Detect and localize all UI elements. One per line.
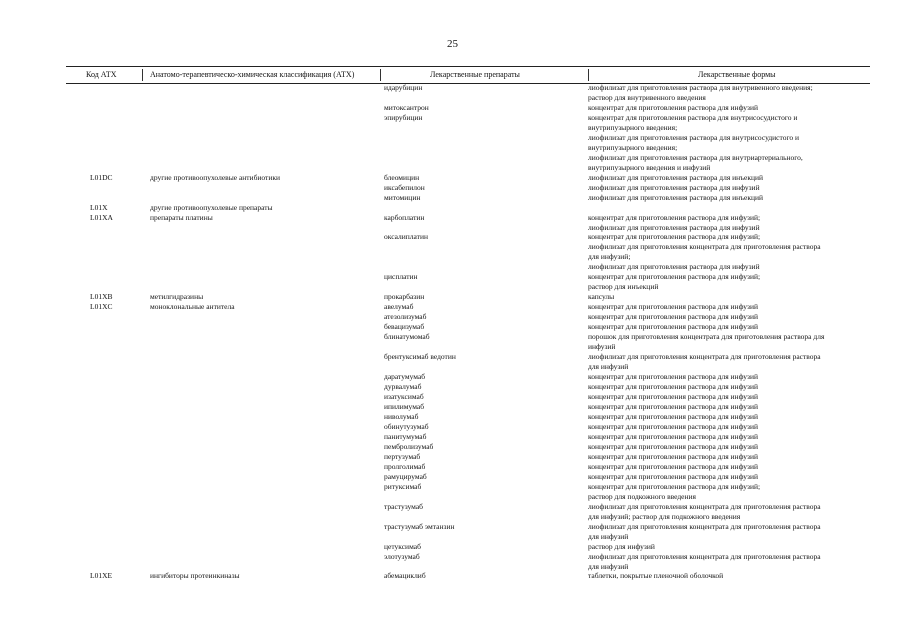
dosage-form: концентрат для приготовления раствора для инфузий; bbox=[588, 272, 761, 281]
dosage-form: внутрипузырного введения и инфузий bbox=[588, 163, 711, 172]
header-drugs: Лекарственные препараты bbox=[430, 70, 520, 79]
header-code: Код АТХ bbox=[86, 70, 117, 79]
drug-name: карбоплатин bbox=[384, 213, 425, 222]
header-divider bbox=[380, 69, 381, 81]
dosage-form: внутрипузырного введения; bbox=[588, 143, 678, 152]
dosage-form: лиофилизат для приготовления концентрата для приготовления раствора bbox=[588, 352, 821, 361]
atc-code: L01XB bbox=[90, 292, 113, 301]
header-divider bbox=[588, 69, 589, 81]
atc-classification: ингибиторы протеинкиназы bbox=[150, 571, 240, 580]
dosage-form: концентрат для приготовления раствора для инфузий bbox=[588, 103, 758, 112]
atc-code: L01XC bbox=[90, 302, 113, 311]
dosage-form: лиофилизат для приготовления концентрата для приготовления раствора bbox=[588, 552, 821, 561]
atc-classification: метилгидразины bbox=[150, 292, 204, 301]
dosage-form: концентрат для приготовления раствора для инфузий bbox=[588, 372, 758, 381]
drug-name: иксабепилон bbox=[384, 183, 425, 192]
dosage-form: концентрат для приготовления раствора для инфузий bbox=[588, 432, 758, 441]
drug-name: атезолизумаб bbox=[384, 312, 427, 321]
header-forms: Лекарственные формы bbox=[698, 70, 776, 79]
atc-classification: другие противоопухолевые антибиотики bbox=[150, 173, 281, 182]
dosage-form: лиофилизат для приготовления раствора для внутривенного введения; bbox=[588, 83, 813, 92]
drug-name: митоксантрон bbox=[384, 103, 429, 112]
dosage-form: лиофилизат для приготовления раствора для внутриартериального, bbox=[588, 153, 803, 162]
dosage-form: лиофилизат для приготовления раствора для инфузий bbox=[588, 223, 760, 232]
drug-name: ипилимумаб bbox=[384, 402, 425, 411]
drug-name: оксалиплатин bbox=[384, 232, 428, 241]
dosage-form: концентрат для приготовления раствора для инфузий bbox=[588, 422, 758, 431]
dosage-form: концентрат для приготовления раствора для инфузий bbox=[588, 412, 758, 421]
dosage-form: внутрипузырного введения; bbox=[588, 123, 678, 132]
drug-name: пролголимаб bbox=[384, 462, 426, 471]
dosage-form: концентрат для приготовления раствора для инфузий bbox=[588, 442, 758, 451]
dosage-form: концентрат для приготовления раствора для внутрисосудистого и bbox=[588, 113, 798, 122]
dosage-form: лиофилизат для приготовления раствора для инфузий bbox=[588, 262, 760, 271]
drug-name: митомицин bbox=[384, 193, 421, 202]
drug-name: рамуцирумаб bbox=[384, 472, 427, 481]
page-number: 25 bbox=[447, 38, 458, 50]
drug-name: брентуксимаб ведотин bbox=[384, 352, 456, 361]
drug-name: эпирубицин bbox=[384, 113, 423, 122]
drug-name: даратумумаб bbox=[384, 372, 426, 381]
dosage-form: концентрат для приготовления раствора для инфузий bbox=[588, 322, 758, 331]
dosage-form: для инфузий bbox=[588, 532, 629, 541]
dosage-form: раствор для инъекций bbox=[588, 282, 659, 291]
dosage-form: концентрат для приготовления раствора для инфузий; bbox=[588, 213, 761, 222]
dosage-form: концентрат для приготовления раствора для инфузий; bbox=[588, 232, 761, 241]
dosage-form: лиофилизат для приготовления концентрата для приготовления раствора bbox=[588, 502, 821, 511]
drug-name: трастузумаб bbox=[384, 502, 424, 511]
dosage-form: для инфузий bbox=[588, 362, 629, 371]
dosage-form: концентрат для приготовления раствора для инфузий bbox=[588, 402, 758, 411]
dosage-form: концентрат для приготовления раствора для инфузий; bbox=[588, 482, 761, 491]
dosage-form: порошок для приготовления концентрата для приготовления раствора для bbox=[588, 332, 825, 341]
drug-name: абемациклиб bbox=[384, 571, 426, 580]
drug-name: прокарбазин bbox=[384, 292, 425, 301]
dosage-form: для инфузий bbox=[588, 562, 629, 571]
drug-name: цисплатин bbox=[384, 272, 418, 281]
drug-name: ритуксимаб bbox=[384, 482, 422, 491]
dosage-form: концентрат для приготовления раствора для инфузий bbox=[588, 302, 758, 311]
drug-name: пембролизумаб bbox=[384, 442, 434, 451]
header-classification: Анатомо-терапевтическо-химическая классификация (АТХ) bbox=[150, 70, 355, 79]
drug-name: блеомицин bbox=[384, 173, 420, 182]
atc-classification: другие противоопухолевые препараты bbox=[150, 203, 273, 212]
drug-name: пертузумаб bbox=[384, 452, 421, 461]
drug-name: бевацизумаб bbox=[384, 322, 425, 331]
drug-name: трастузумаб эмтанзин bbox=[384, 522, 455, 531]
dosage-form: для инфузий; раствор для подкожного введения bbox=[588, 512, 741, 521]
atc-code: L01DC bbox=[90, 173, 113, 182]
dosage-form: раствор для подкожного введения bbox=[588, 492, 696, 501]
dosage-form: раствор для внутривенного введения bbox=[588, 93, 706, 102]
dosage-form: инфузий bbox=[588, 342, 616, 351]
dosage-form: лиофилизат для приготовления раствора для инъекций bbox=[588, 173, 764, 182]
drug-name: авелумаб bbox=[384, 302, 414, 311]
atc-classification: моноклональные антитела bbox=[150, 302, 235, 311]
dosage-form: концентрат для приготовления раствора для инфузий bbox=[588, 472, 758, 481]
header-divider bbox=[142, 69, 143, 81]
dosage-form: для инфузий; bbox=[588, 252, 631, 261]
dosage-form: раствор для инфузий bbox=[588, 542, 655, 551]
drug-name: панитумумаб bbox=[384, 432, 427, 441]
dosage-form: капсулы bbox=[588, 292, 615, 301]
drug-name: идарубицин bbox=[384, 83, 423, 92]
atc-code: L01XA bbox=[90, 213, 113, 222]
dosage-form: концентрат для приготовления раствора для инфузий bbox=[588, 382, 758, 391]
drug-name: блинатумомаб bbox=[384, 332, 430, 341]
table-header bbox=[66, 66, 870, 84]
atc-code: L01X bbox=[90, 203, 108, 212]
dosage-form: таблетки, покрытые пленочной оболочкой bbox=[588, 571, 724, 580]
dosage-form: концентрат для приготовления раствора для инфузий bbox=[588, 392, 758, 401]
atc-classification: препараты платины bbox=[150, 213, 213, 222]
dosage-form: лиофилизат для приготовления раствора для инъекций bbox=[588, 193, 764, 202]
drug-name: дурвалумаб bbox=[384, 382, 422, 391]
dosage-form: лиофилизат для приготовления концентрата для приготовления раствора bbox=[588, 242, 821, 251]
dosage-form: лиофилизат для приготовления раствора для инфузий bbox=[588, 183, 760, 192]
drug-name: элотузумаб bbox=[384, 552, 420, 561]
drug-name: изатуксимаб bbox=[384, 392, 424, 401]
drug-name: обинутузумаб bbox=[384, 422, 429, 431]
dosage-form: лиофилизат для приготовления концентрата для приготовления раствора bbox=[588, 522, 821, 531]
dosage-form: концентрат для приготовления раствора для инфузий bbox=[588, 462, 758, 471]
dosage-form: концентрат для приготовления раствора для инфузий bbox=[588, 312, 758, 321]
drug-name: цетуксимаб bbox=[384, 542, 421, 551]
dosage-form: концентрат для приготовления раствора для инфузий bbox=[588, 452, 758, 461]
atc-code: L01XE bbox=[90, 571, 113, 580]
dosage-form: лиофилизат для приготовления раствора для внутрисосудистого и bbox=[588, 133, 799, 142]
drug-name: ниволумаб bbox=[384, 412, 419, 421]
